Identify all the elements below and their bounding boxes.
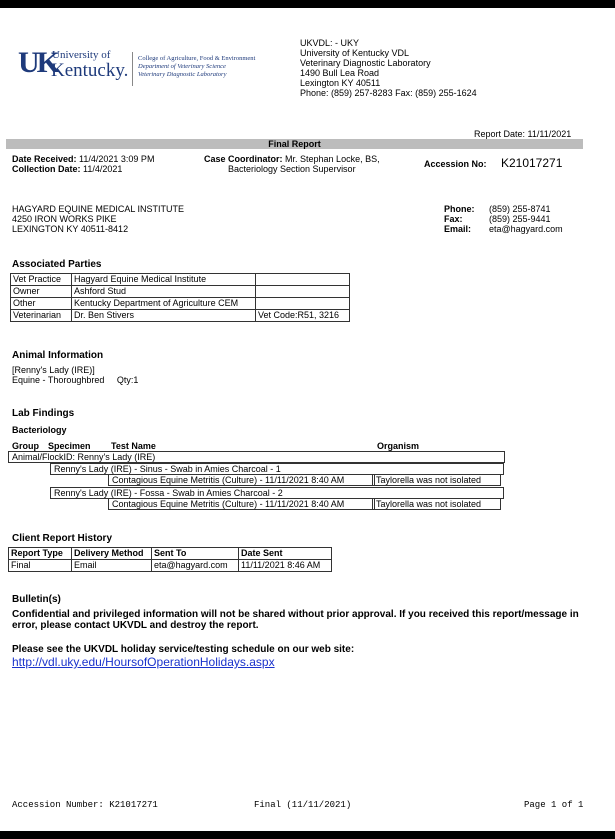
- party-extra: Vet Code:R51, 3216: [256, 310, 350, 322]
- history-cell: Email: [72, 560, 152, 572]
- specimen-row: Renny's Lady (IRE) - Fossa - Swab in Amies Charcoal - 2: [50, 487, 504, 499]
- lab-code: UKVDL: - UKY: [300, 38, 360, 48]
- lab-university: University of Kentucky VDL: [300, 48, 410, 58]
- history-header: Report Type: [9, 548, 72, 560]
- lab-phone-fax: Phone: (859) 257-8283 Fax: (859) 255-1624: [300, 88, 477, 98]
- footer-accession: Accession Number: K21017271: [12, 800, 158, 810]
- findings-col-test: Test Name: [111, 441, 156, 451]
- uk-logo-icon: UK: [18, 46, 57, 79]
- parties-heading: Associated Parties: [12, 259, 102, 270]
- logo-divider: [132, 52, 133, 86]
- accession-block: [424, 154, 562, 172]
- case-coordinator: [204, 154, 380, 174]
- logo-department: Department of Veterinary Science: [138, 63, 226, 70]
- animal-details: [12, 375, 138, 385]
- footer-status: Final (11/11/2021): [254, 800, 352, 810]
- bulletin-text: [12, 609, 592, 631]
- table-row: [11, 298, 350, 310]
- lab-city: Lexington KY 40511: [300, 78, 381, 88]
- test-row: Contagious Equine Metritis (Culture) - 11/11/2021 8:40 AM: [108, 474, 375, 486]
- final-report-bar: [6, 139, 583, 149]
- client-fax: (859) 255-9441: [489, 214, 551, 224]
- table-row: [9, 560, 332, 572]
- organism-result: Taylorella was not isolated: [372, 498, 501, 510]
- date-received-label: Date Received:: [12, 154, 77, 164]
- history-cell: eta@hagyard.com: [152, 560, 239, 572]
- client-phone-label: Phone:: [444, 204, 475, 214]
- client-contact: [444, 204, 563, 234]
- party-role: Veterinarian: [11, 310, 72, 322]
- animal-qty: Qty:1: [116, 375, 139, 385]
- test-row: Contagious Equine Metritis (Culture) - 11/11/2021 8:40 AM: [108, 498, 375, 510]
- accession-label: Accession No:: [424, 159, 487, 169]
- client-street: 4250 IRON WORKS PIKE: [12, 214, 117, 224]
- case-coordinator-value: Mr. Stephan Locke, BS,: [285, 154, 380, 164]
- history-cell: Final: [9, 560, 72, 572]
- logo-college-block: [138, 55, 288, 79]
- client-email: eta@hagyard.com: [489, 224, 563, 234]
- bulletin-heading: Bulletin(s): [12, 594, 61, 605]
- animal-name: [Renny's Lady (IRE)]: [12, 365, 95, 375]
- report-page: [0, 8, 615, 831]
- party-role: Vet Practice: [11, 274, 72, 286]
- date-block: [12, 154, 154, 174]
- findings-col-organism: Organism: [377, 441, 420, 451]
- specimen-row: Renny's Lady (IRE) - Sinus - Swab in Amies Charcoal - 1: [50, 463, 504, 475]
- client-phone: (859) 255-8741: [489, 204, 551, 214]
- table-row: [11, 286, 350, 298]
- party-name: Kentucky Department of Agriculture CEM: [72, 298, 256, 310]
- organism-result: Taylorella was not isolated: [372, 474, 501, 486]
- findings-col-specimen: Specimen: [48, 441, 91, 451]
- bulletin-line-2: error, please contact UKVDL and destroy the report.: [12, 620, 259, 631]
- findings-col-group: Group: [12, 441, 39, 451]
- animal-species: Equine - Thoroughbred: [12, 375, 105, 385]
- party-role: Owner: [11, 286, 72, 298]
- client-city: LEXINGTON KY 40511-8412: [12, 224, 129, 234]
- lab-address: [300, 38, 477, 98]
- history-heading: Client Report History: [12, 533, 113, 544]
- party-name: Ashford Stud: [72, 286, 256, 298]
- findings-heading: Lab Findings: [12, 408, 75, 419]
- party-extra: [256, 298, 350, 310]
- footer-page: Page 1 of 1: [524, 800, 584, 810]
- report-title: Final Report: [268, 139, 321, 149]
- party-name: Hagyard Equine Medical Institute: [72, 274, 256, 286]
- client-name: HAGYARD EQUINE MEDICAL INSTITUTE: [12, 204, 185, 214]
- history-header: Sent To: [152, 548, 239, 560]
- history-table: [8, 547, 332, 572]
- logo-college-name: College of Agriculture, Food & Environment: [138, 55, 256, 62]
- lab-name: Veterinary Diagnostic Laboratory: [300, 58, 431, 68]
- client-address: [12, 204, 184, 234]
- collection-date-label: Collection Date:: [12, 164, 81, 174]
- party-extra: [256, 274, 350, 286]
- animal-heading: Animal Information: [12, 350, 104, 361]
- holiday-schedule-link[interactable]: http://vdl.uky.edu/HoursofOperationHolidays.aspx: [12, 655, 275, 669]
- party-name: Dr. Ben Stivers: [72, 310, 256, 322]
- collection-date-value: 11/4/2021: [83, 164, 123, 174]
- bulletin-line-1: Confidential and privileged information will not be shared without prior approval. If you received this report/message in: [12, 609, 579, 620]
- flock-row: Animal/FlockID: Renny's Lady (IRE): [8, 451, 505, 463]
- logo-university-of: University of: [52, 49, 111, 61]
- history-header: Delivery Method: [72, 548, 152, 560]
- history-header: Date Sent: [239, 548, 332, 560]
- client-email-label: Email:: [444, 224, 472, 234]
- case-coordinator-label: Case Coordinator:: [204, 154, 283, 164]
- case-coordinator-role: Bacteriology Section Supervisor: [228, 164, 356, 174]
- findings-section: Bacteriology: [12, 425, 67, 435]
- table-row: [9, 548, 332, 560]
- table-row: [11, 310, 350, 322]
- report-date: Report Date: 11/11/2021: [474, 129, 572, 139]
- history-cell: 11/11/2021 8:46 AM: [239, 560, 332, 572]
- date-received-value: 11/4/2021 3:09 PM: [79, 154, 155, 164]
- holiday-notice: Please see the UKVDL holiday service/testing schedule on our web site:: [12, 644, 355, 655]
- party-extra: [256, 286, 350, 298]
- lab-street: 1490 Bull Lea Road: [300, 68, 380, 78]
- accession-value: K21017271: [500, 156, 563, 170]
- client-fax-label: Fax:: [444, 214, 463, 224]
- party-role: Other: [11, 298, 72, 310]
- table-row: [11, 274, 350, 286]
- logo-kentucky: Kentucky.: [51, 60, 129, 81]
- logo-lab: Veterinary Diagnostic Laboratory: [138, 71, 227, 78]
- parties-table: [10, 273, 350, 322]
